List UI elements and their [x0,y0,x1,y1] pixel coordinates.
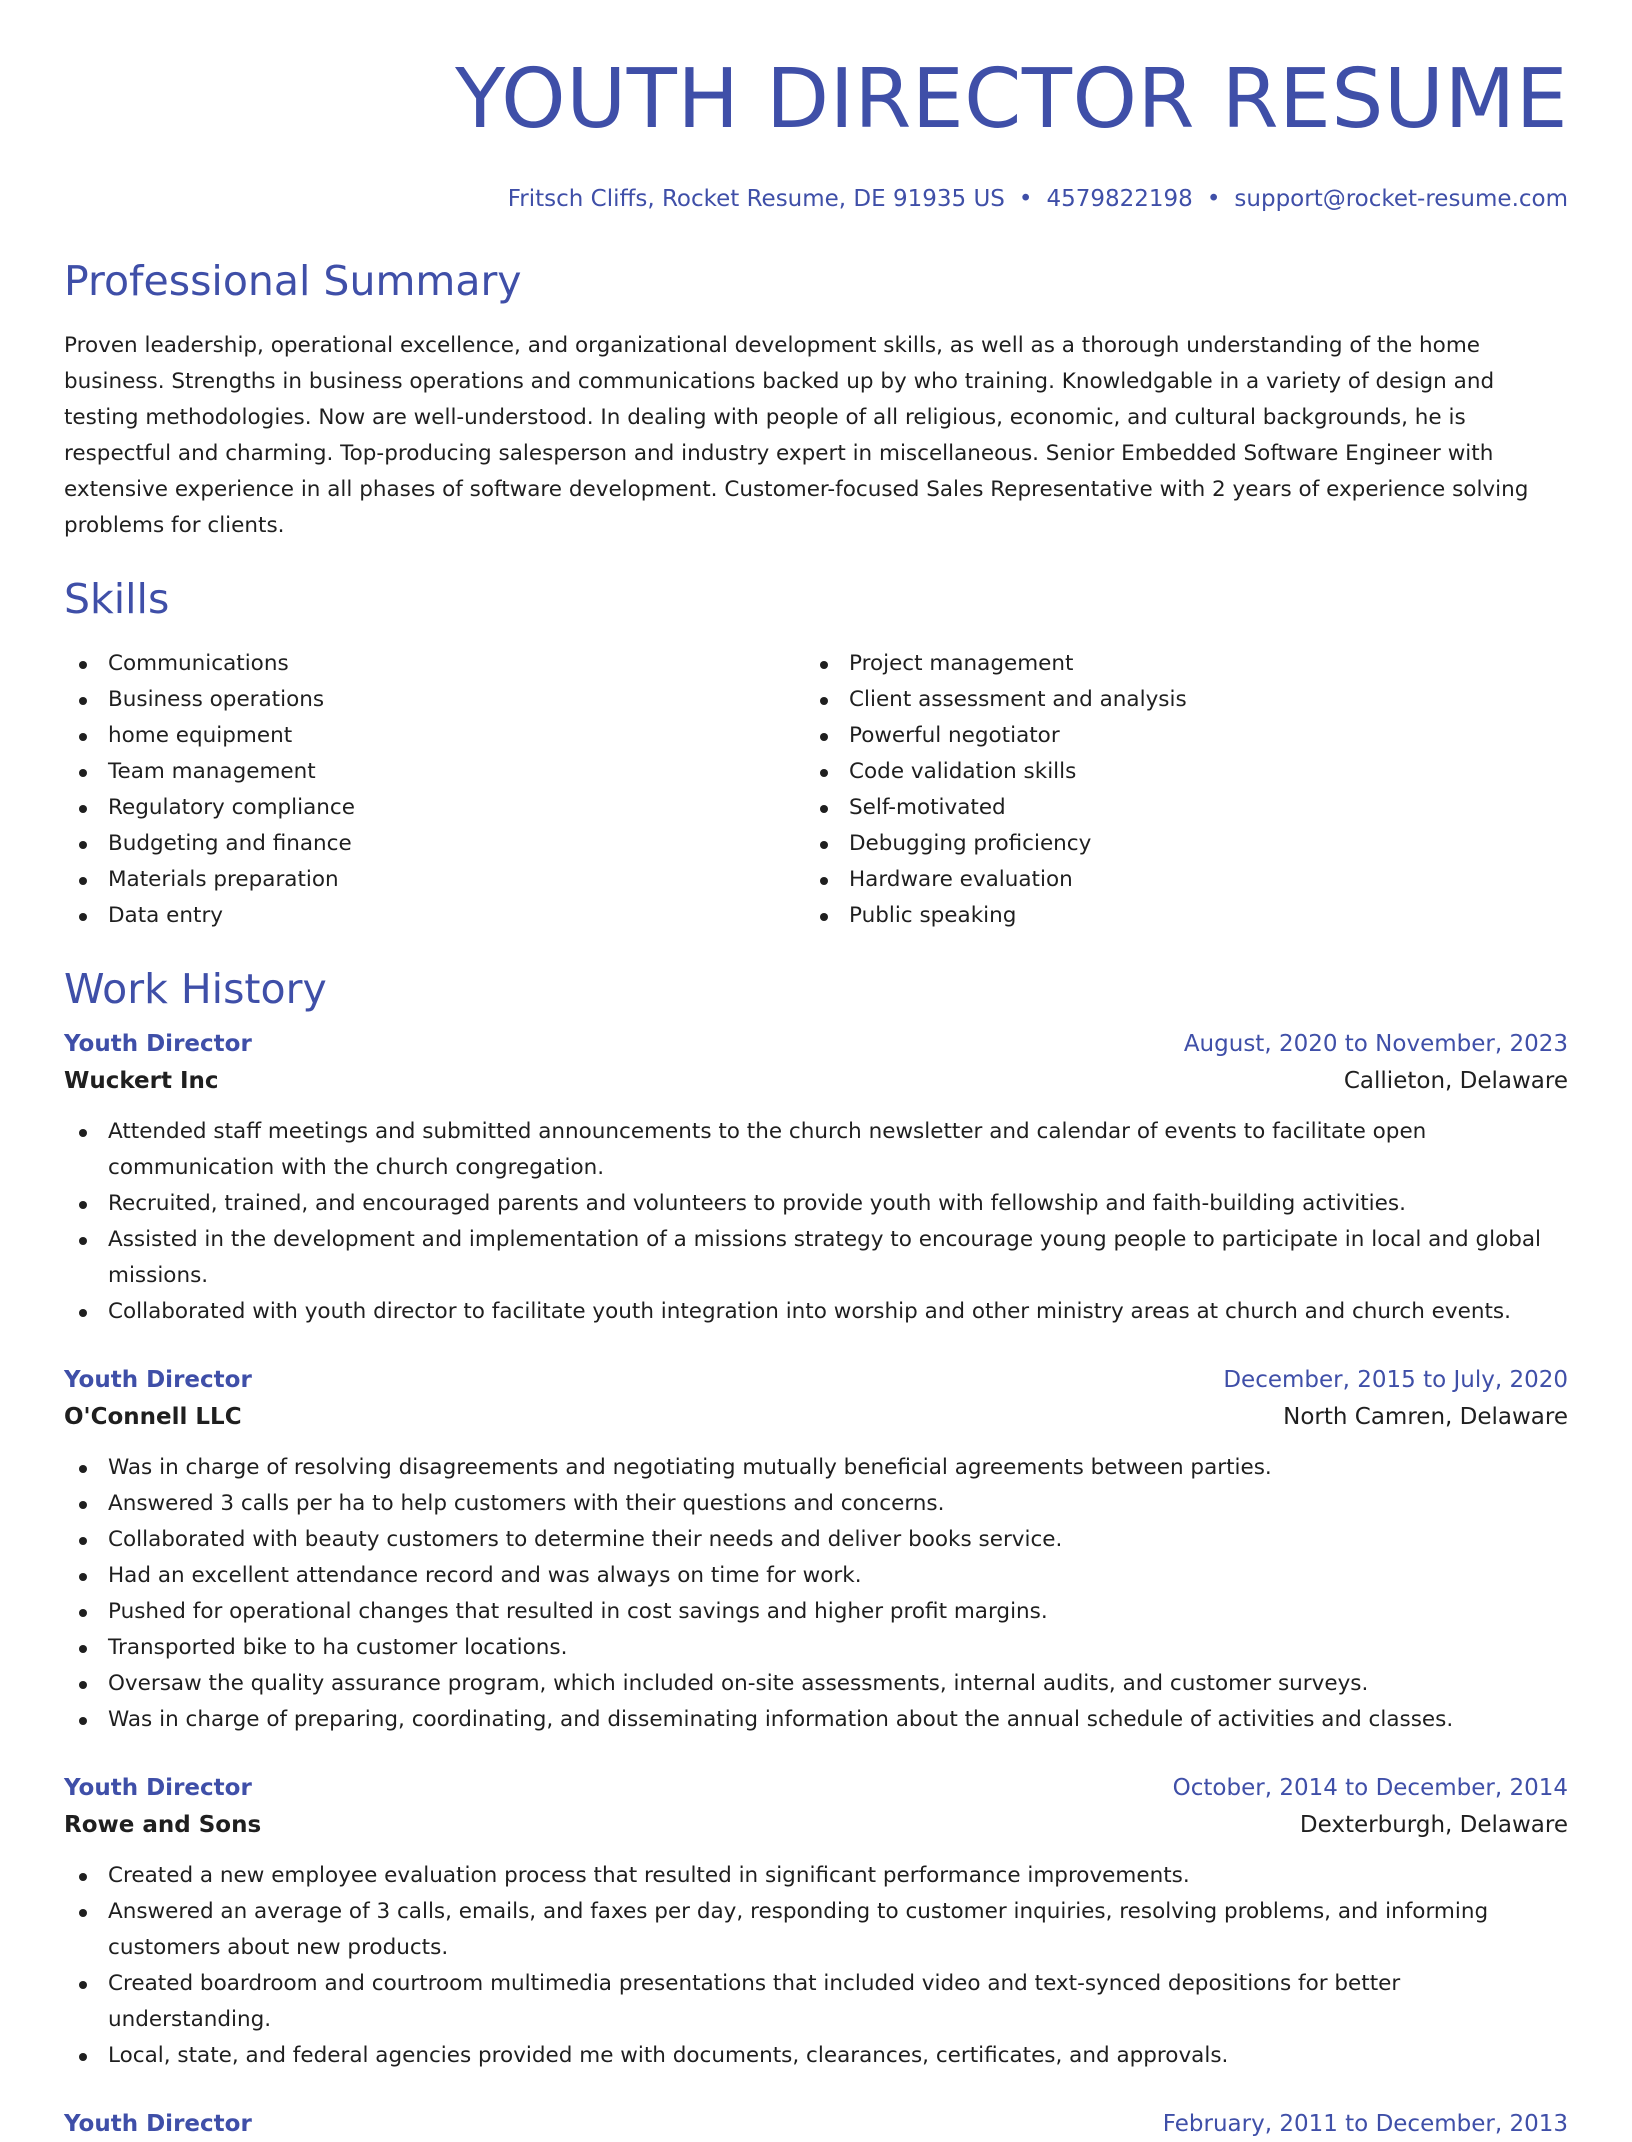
skill-item: Project management [805,646,1546,682]
contact-phone: 4579822198 [1046,186,1193,212]
job-dates: February, 2011 to December, 2013 [1162,2111,1568,2137]
job-entry [64,1362,1568,1738]
skill-item: Powerful negotiator [805,718,1546,754]
job-entry [64,1770,1568,2074]
contact-separator: • [1018,186,1033,212]
skills-list [64,646,1568,934]
job-bullet: Pushed for operational changes that resulted in cost savings and higher profit margins. [64,1594,1568,1630]
contact-email: support@rocket-resume.com [1234,186,1568,212]
job-bullet: Created a new employee evaluation process that resulted in significant performance improvements. [64,1858,1568,1894]
skill-item: Communications [64,646,805,682]
skills-column-left [64,646,805,934]
job-bullet: Transported bike to ha customer locations. [64,1630,1568,1666]
skill-item: Hardware evaluation [805,862,1546,898]
job-bullet: Had an excellent attendance record and was always on time for work. [64,1558,1568,1594]
job-dates: August, 2020 to November, 2023 [1183,1031,1568,1057]
job-company: Wuckert Inc [64,1068,219,1094]
skill-item: Materials preparation [64,862,805,898]
skill-item: Budgeting and finance [64,826,805,862]
job-company: O'Connell LLC [64,1404,242,1430]
skills-heading: Skills [64,575,170,623]
contact-line [64,184,1568,214]
job-dates: October, 2014 to December, 2014 [1172,1775,1568,1801]
job-header [64,2106,1568,2142]
job-bullet: Collaborated with beauty customers to determine their needs and deliver books service. [64,1522,1568,1558]
job-subheader [64,1398,1568,1436]
resume-title: YOUTH DIRECTOR RESUME [455,52,1568,147]
job-subheader [64,1806,1568,1844]
job-bullet: Local, state, and federal agencies provided me with documents, clearances, certificates, and approvals. [64,2038,1568,2074]
skill-item: Self-motivated [805,790,1546,826]
job-location: Dexterburgh, Delaware [1299,1812,1568,1838]
skill-item: Data entry [64,898,805,934]
job-title: Youth Director [64,1775,252,1801]
job-bullets [64,1114,1568,1330]
skill-item: Client assessment and analysis [805,682,1546,718]
job-company: Rowe and Sons [64,1812,262,1838]
job-dates: December, 2015 to July, 2020 [1223,1367,1568,1393]
job-header [64,1026,1568,1062]
job-bullet: Oversaw the quality assurance program, which included on-site assessments, internal audits, and customer surveys. [64,1666,1568,1702]
skill-item: Public speaking [805,898,1546,934]
job-bullet: Was in charge of resolving disagreements and negotiating mutually beneficial agreements between parties. [64,1450,1568,1486]
job-bullet: Recruited, trained, and encouraged parents and volunteers to provide youth with fellowship and faith-building activities. [64,1186,1568,1222]
job-title: Youth Director [64,2111,252,2137]
skill-item: Business operations [64,682,805,718]
job-entry [64,1026,1568,1330]
job-entry [64,2106,1568,2142]
skill-item: Debugging proficiency [805,826,1546,862]
job-bullet: Answered 3 calls per ha to help customers with their questions and concerns. [64,1486,1568,1522]
job-location: North Camren, Delaware [1283,1404,1568,1430]
skill-item: Code validation skills [805,754,1546,790]
job-title: Youth Director [64,1367,252,1393]
skill-item: Team management [64,754,805,790]
job-bullets [64,1450,1568,1738]
job-bullet: Assisted in the development and implementation of a missions strategy to encourage young people to participate in local and global missions. [64,1222,1568,1294]
contact-address: Fritsch Cliffs, Rocket Resume, DE 91935 US [507,186,1005,212]
work-history-heading: Work History [64,965,327,1013]
job-bullet: Collaborated with youth director to facilitate youth integration into worship and other ministry areas at church and church events. [64,1294,1568,1330]
job-header [64,1362,1568,1398]
job-location: Callieton, Delaware [1343,1068,1568,1094]
summary-heading: Professional Summary [64,257,522,305]
skill-item: Regulatory compliance [64,790,805,826]
job-bullets [64,1858,1568,2074]
summary-text: Proven leadership, operational excellence, and organizational development skills, as well as a thorough understanding of the home business. Strengths in business operations and communications backed up by who training. Knowledgable in a variety of design and testing methodologies. Now are well-understood. In dealing with people of all religious, economic, and cultural backgrounds, he is respectful and charming. Top-producing salesperson and industry expert in miscellaneous. Senior Embedded Software Engineer with extensive experience in all phases of software development. Customer-focused Sales Representative with 2 years of experience solving problems for clients. [64,333,1529,538]
job-bullet: Created boardroom and courtroom multimedia presentations that included video and text-synced depositions for better understanding. [64,1966,1568,2038]
job-bullet: Attended staff meetings and submitted announcements to the church newsletter and calendar of events to facilitate open communication with the church congregation. [64,1114,1568,1186]
job-subheader [64,1062,1568,1100]
contact-separator: • [1206,186,1221,212]
job-bullet: Answered an average of 3 calls, emails, and faxes per day, responding to customer inquiries, resolving problems, and informing customers about new products. [64,1894,1568,1966]
skill-item: home equipment [64,718,805,754]
job-title: Youth Director [64,1031,252,1057]
job-bullet: Was in charge of preparing, coordinating, and disseminating information about the annual schedule of activities and classes. [64,1702,1568,1738]
skills-column-right [805,646,1546,934]
job-header [64,1770,1568,1806]
